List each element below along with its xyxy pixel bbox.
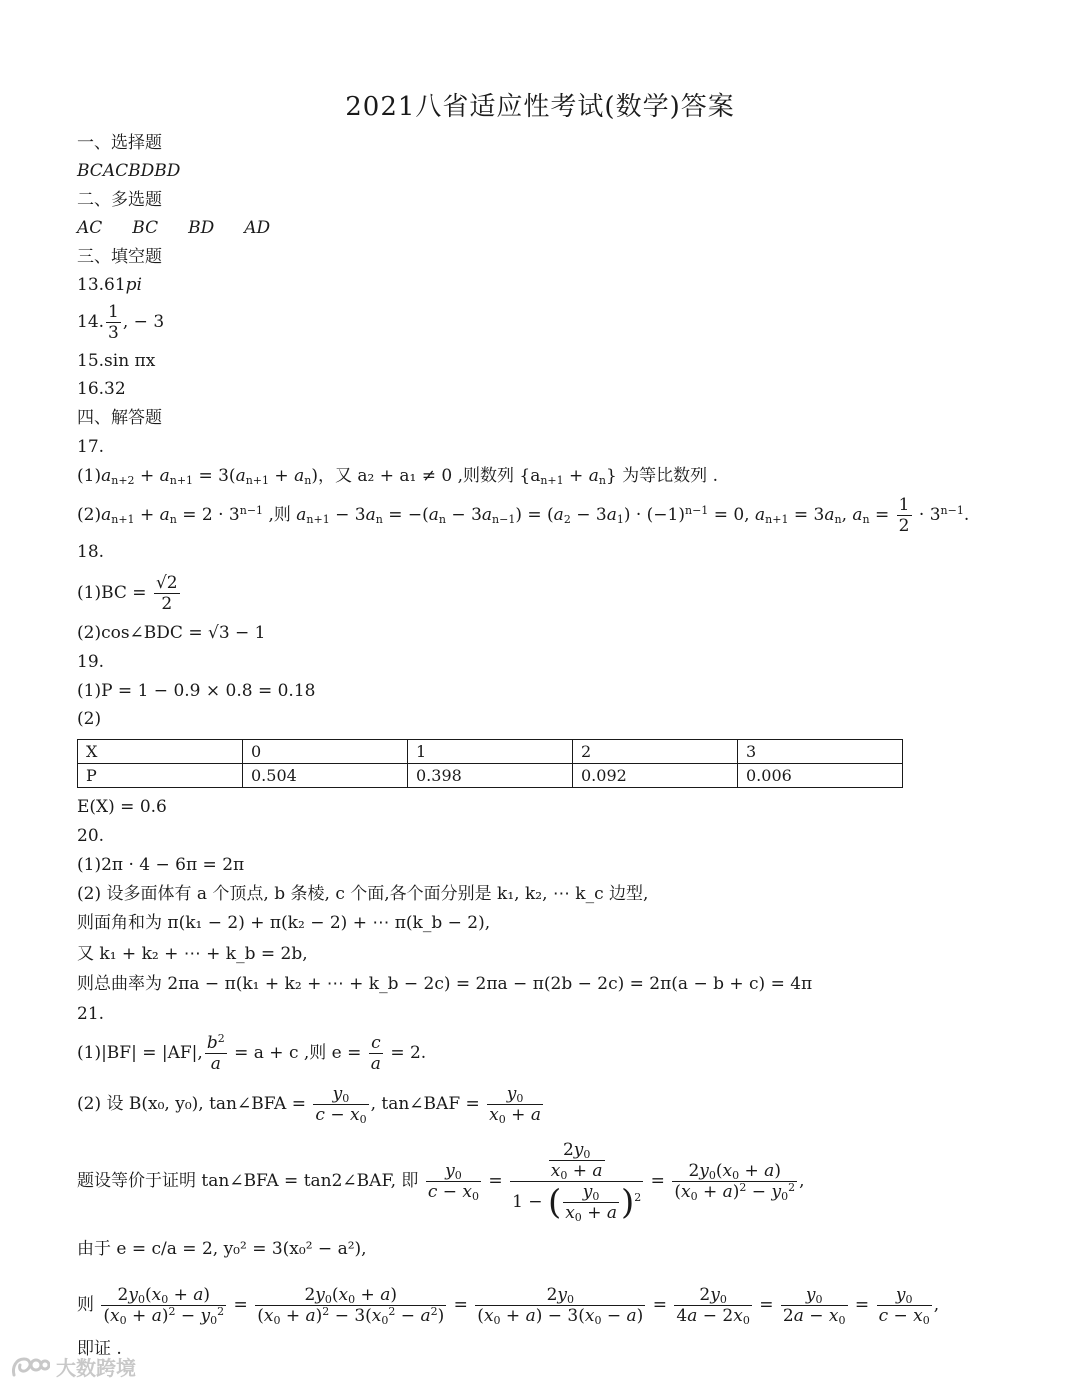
table-cell: 0	[243, 740, 408, 764]
multi-answer: BC	[132, 218, 159, 238]
question-18-number: 18.	[77, 542, 105, 562]
question-19-number: 19.	[77, 652, 105, 672]
q21-p1-end: = 2.	[384, 1043, 427, 1063]
fraction	[897, 495, 912, 536]
question-20-part4: 又 k₁ + k₂ + ⋯ + k_b = 2b,	[77, 944, 308, 964]
page-title: 2021八省适应性考试(数学)答案	[345, 92, 735, 122]
question-17-part2: $(2)a_{n+1} + a_n = 2 \cdot 3^{n-1}$ ,则 $a_{n+1} - 3a_n = -(a_n - 3a_{n-1}) = (a_2 - 3a_1) \cdot (-1)^{n-1} = 0$, $a_{n+1} = 3a_n$, $a_n$ = $\frac{1}{2}$ · $3^{n-1}$.	[77, 495, 970, 536]
multi-answers	[77, 217, 270, 239]
fraction: $\frac{b^2}{a}$	[206, 1032, 225, 1074]
watermark-text: 大数跨境	[56, 1356, 136, 1380]
choice-answers: BCACBDBD	[77, 161, 181, 181]
fraction: $\frac{y_0}{c - x_0}$	[315, 1084, 367, 1126]
fraction: $\frac{2y_0(x_0 + a)}{(x_0 + a)^2 - 3(x_0^2 - a^2)}$	[257, 1285, 445, 1327]
answer-13	[77, 274, 142, 296]
question-21-part4: 由于 e = c/a = 2, y₀² = 3(x₀² − a²),	[77, 1239, 367, 1259]
q21-p1-label: (1)|BF| = |AF|,	[77, 1043, 203, 1063]
answer-14-prefix: 14.	[77, 312, 105, 332]
numerator: 1	[108, 302, 119, 322]
table-cell: 0.006	[738, 764, 903, 788]
question-19-part2: (2)	[77, 709, 102, 729]
denominator: 2	[154, 593, 180, 614]
fraction: $\frac{2y_0(x_0 + a)}{(x_0 + a)^2 - y_0^2}$	[103, 1285, 225, 1327]
table-row	[78, 740, 903, 764]
fraction: $\frac{y_0}{2a - x_0}$	[782, 1285, 846, 1327]
question-21-part3: 题设等价于证明 tan∠BFA = tan2∠BAF, 即 $\frac{y_0}{c - x_0}$ = $\frac{2y_0}{x_0 + a}$ 1 − ( $\frac{y_0}{x_0 + a}$ )$^2$ = $\frac{2y_0(x_0 + a)}{(x_0 + a)^2 - y_0^2}$ ,	[77, 1140, 805, 1224]
question-20-part2: (2) 设多面体有 a 个顶点, b 条棱, c 个面,各个面分别是 k₁, k₂, ⋯ k_c 边型,	[77, 884, 649, 904]
denominator: 2	[898, 516, 910, 536]
fraction: $\frac{2y_0(x_0 + a)}{(x_0 + a)^2 - y_0^2}$	[674, 1161, 796, 1203]
q17-note: ，又 a₂ + a₁ ≠ 0 ,则数列 {a	[317, 466, 541, 486]
question-17-number: 17.	[77, 437, 105, 457]
section-heading-choice: 一、选择题	[77, 133, 162, 153]
table-cell: P	[78, 764, 243, 788]
answer-16: 16.32	[77, 379, 126, 399]
q21-p1-mid: = a + c ,则 e =	[228, 1043, 367, 1063]
question-20-part5: 则总曲率为 2πa − π(k₁ + k₂ + ⋯ + k_b − 2c) = 2πa − π(2b − 2c) = 2π(a − b + c) = 4π	[77, 974, 813, 994]
watermark-logo-icon	[10, 1355, 50, 1379]
numerator: 1	[898, 495, 910, 515]
section-heading-solve: 四、解答题	[77, 408, 162, 428]
question-20-number: 20.	[77, 826, 105, 846]
denominator: 3	[108, 323, 119, 343]
question-17-part1: $(1)a_{n+2} + a_{n+1} = 3(a_{n+1} + a_n)$，又 a₂ + a₁ ≠ 0 ,则数列 $\{a_{n+1} + a_n\}$ 为等比数列 .	[77, 466, 718, 487]
question-21-number: 21.	[77, 1004, 105, 1024]
fraction: $\frac{c}{a}$	[370, 1033, 381, 1074]
question-21-part5: 则 $\frac{2y_0(x_0 + a)}{(x_0 + a)^2 - y_0^2}$ = $\frac{2y_0(x_0 + a)}{(x_0 + a)^2 - 3(x_0^2 - a^2)}$ = $\frac{2y_0}{(x_0 + a) - 3(x_0 - a)}$ = $\frac{2y_0}{4a - 2x_0}$ = $\frac{y_0}{2a - x_0}$ = $\frac{y_0}{c - x_0}$ ,	[77, 1285, 940, 1327]
multi-answer: AC	[77, 218, 103, 238]
multi-answer: BD	[188, 218, 215, 238]
fraction: $\frac{y_0}{x_0 + a}$	[489, 1084, 541, 1126]
q17-tail: } 为等比数列 .	[605, 466, 718, 486]
numerator: √2	[155, 573, 178, 593]
answer-13-value: 13.61	[77, 275, 126, 295]
fraction: $\frac{2y_0}{4a - 2x_0}$	[676, 1285, 750, 1327]
question-20-part3: 则面角和为 π(k₁ − 2) + π(k₂ − 2) + ⋯ π(k_b − 2),	[77, 913, 491, 933]
question-19-part1: (1)P = 1 − 0.9 × 0.8 = 0.18	[77, 681, 316, 701]
fraction	[154, 573, 180, 614]
fraction	[106, 302, 121, 343]
q21-p2-label: (2) 设 B(x₀, y₀), tan∠BFA =	[77, 1094, 312, 1114]
q18-label: (1)BC =	[77, 583, 152, 603]
question-20-part1: (1)2π · 4 − 6π = 2π	[77, 855, 245, 875]
conclusion: 即证 .	[77, 1339, 122, 1359]
answer-14	[77, 300, 164, 344]
question-21-part2	[77, 1081, 545, 1127]
answer-13-unit: pi	[125, 275, 142, 295]
question-21-part1	[77, 1030, 426, 1076]
fraction: $\frac{2y_0}{(x_0 + a) - 3(x_0 - a)}$	[477, 1285, 644, 1327]
fraction: $\frac{y_0}{c - x_0}$	[427, 1161, 479, 1203]
section-heading-fill: 三、填空题	[77, 247, 162, 267]
q21-p2-mid: , tan∠BAF =	[370, 1094, 486, 1114]
table-cell: 3	[738, 740, 903, 764]
table-cell: 0.398	[408, 764, 573, 788]
answer-15: 15.sin πx	[77, 351, 156, 371]
fraction: $\frac{2y_0}{x_0 + a}$ 1 − ( $\frac{y_0}{x_0 + a}$ )$^2$	[512, 1140, 642, 1224]
table-cell: 2	[573, 740, 738, 764]
table-cell: X	[78, 740, 243, 764]
table-row	[78, 764, 903, 788]
distribution-table	[77, 739, 903, 788]
multi-answer: AD	[244, 218, 271, 238]
table-cell: 0.504	[243, 764, 408, 788]
table-cell: 1	[408, 740, 573, 764]
expectation: E(X) = 0.6	[77, 797, 167, 817]
question-18-part2: (2)cos∠BDC = √3 − 1	[77, 623, 266, 643]
q21-p3-label: 题设等价于证明 tan∠BFA = tan2∠BAF, 即	[77, 1171, 424, 1191]
answer-14-rest: , − 3	[122, 312, 165, 332]
watermark	[10, 1352, 136, 1381]
table-cell: 0.092	[573, 764, 738, 788]
question-18-part1	[77, 569, 182, 617]
fraction: $\frac{y_0}{c - x_0}$	[878, 1285, 930, 1327]
section-heading-multi: 二、多选题	[77, 190, 162, 210]
q21-p5-label: 则	[77, 1295, 100, 1315]
